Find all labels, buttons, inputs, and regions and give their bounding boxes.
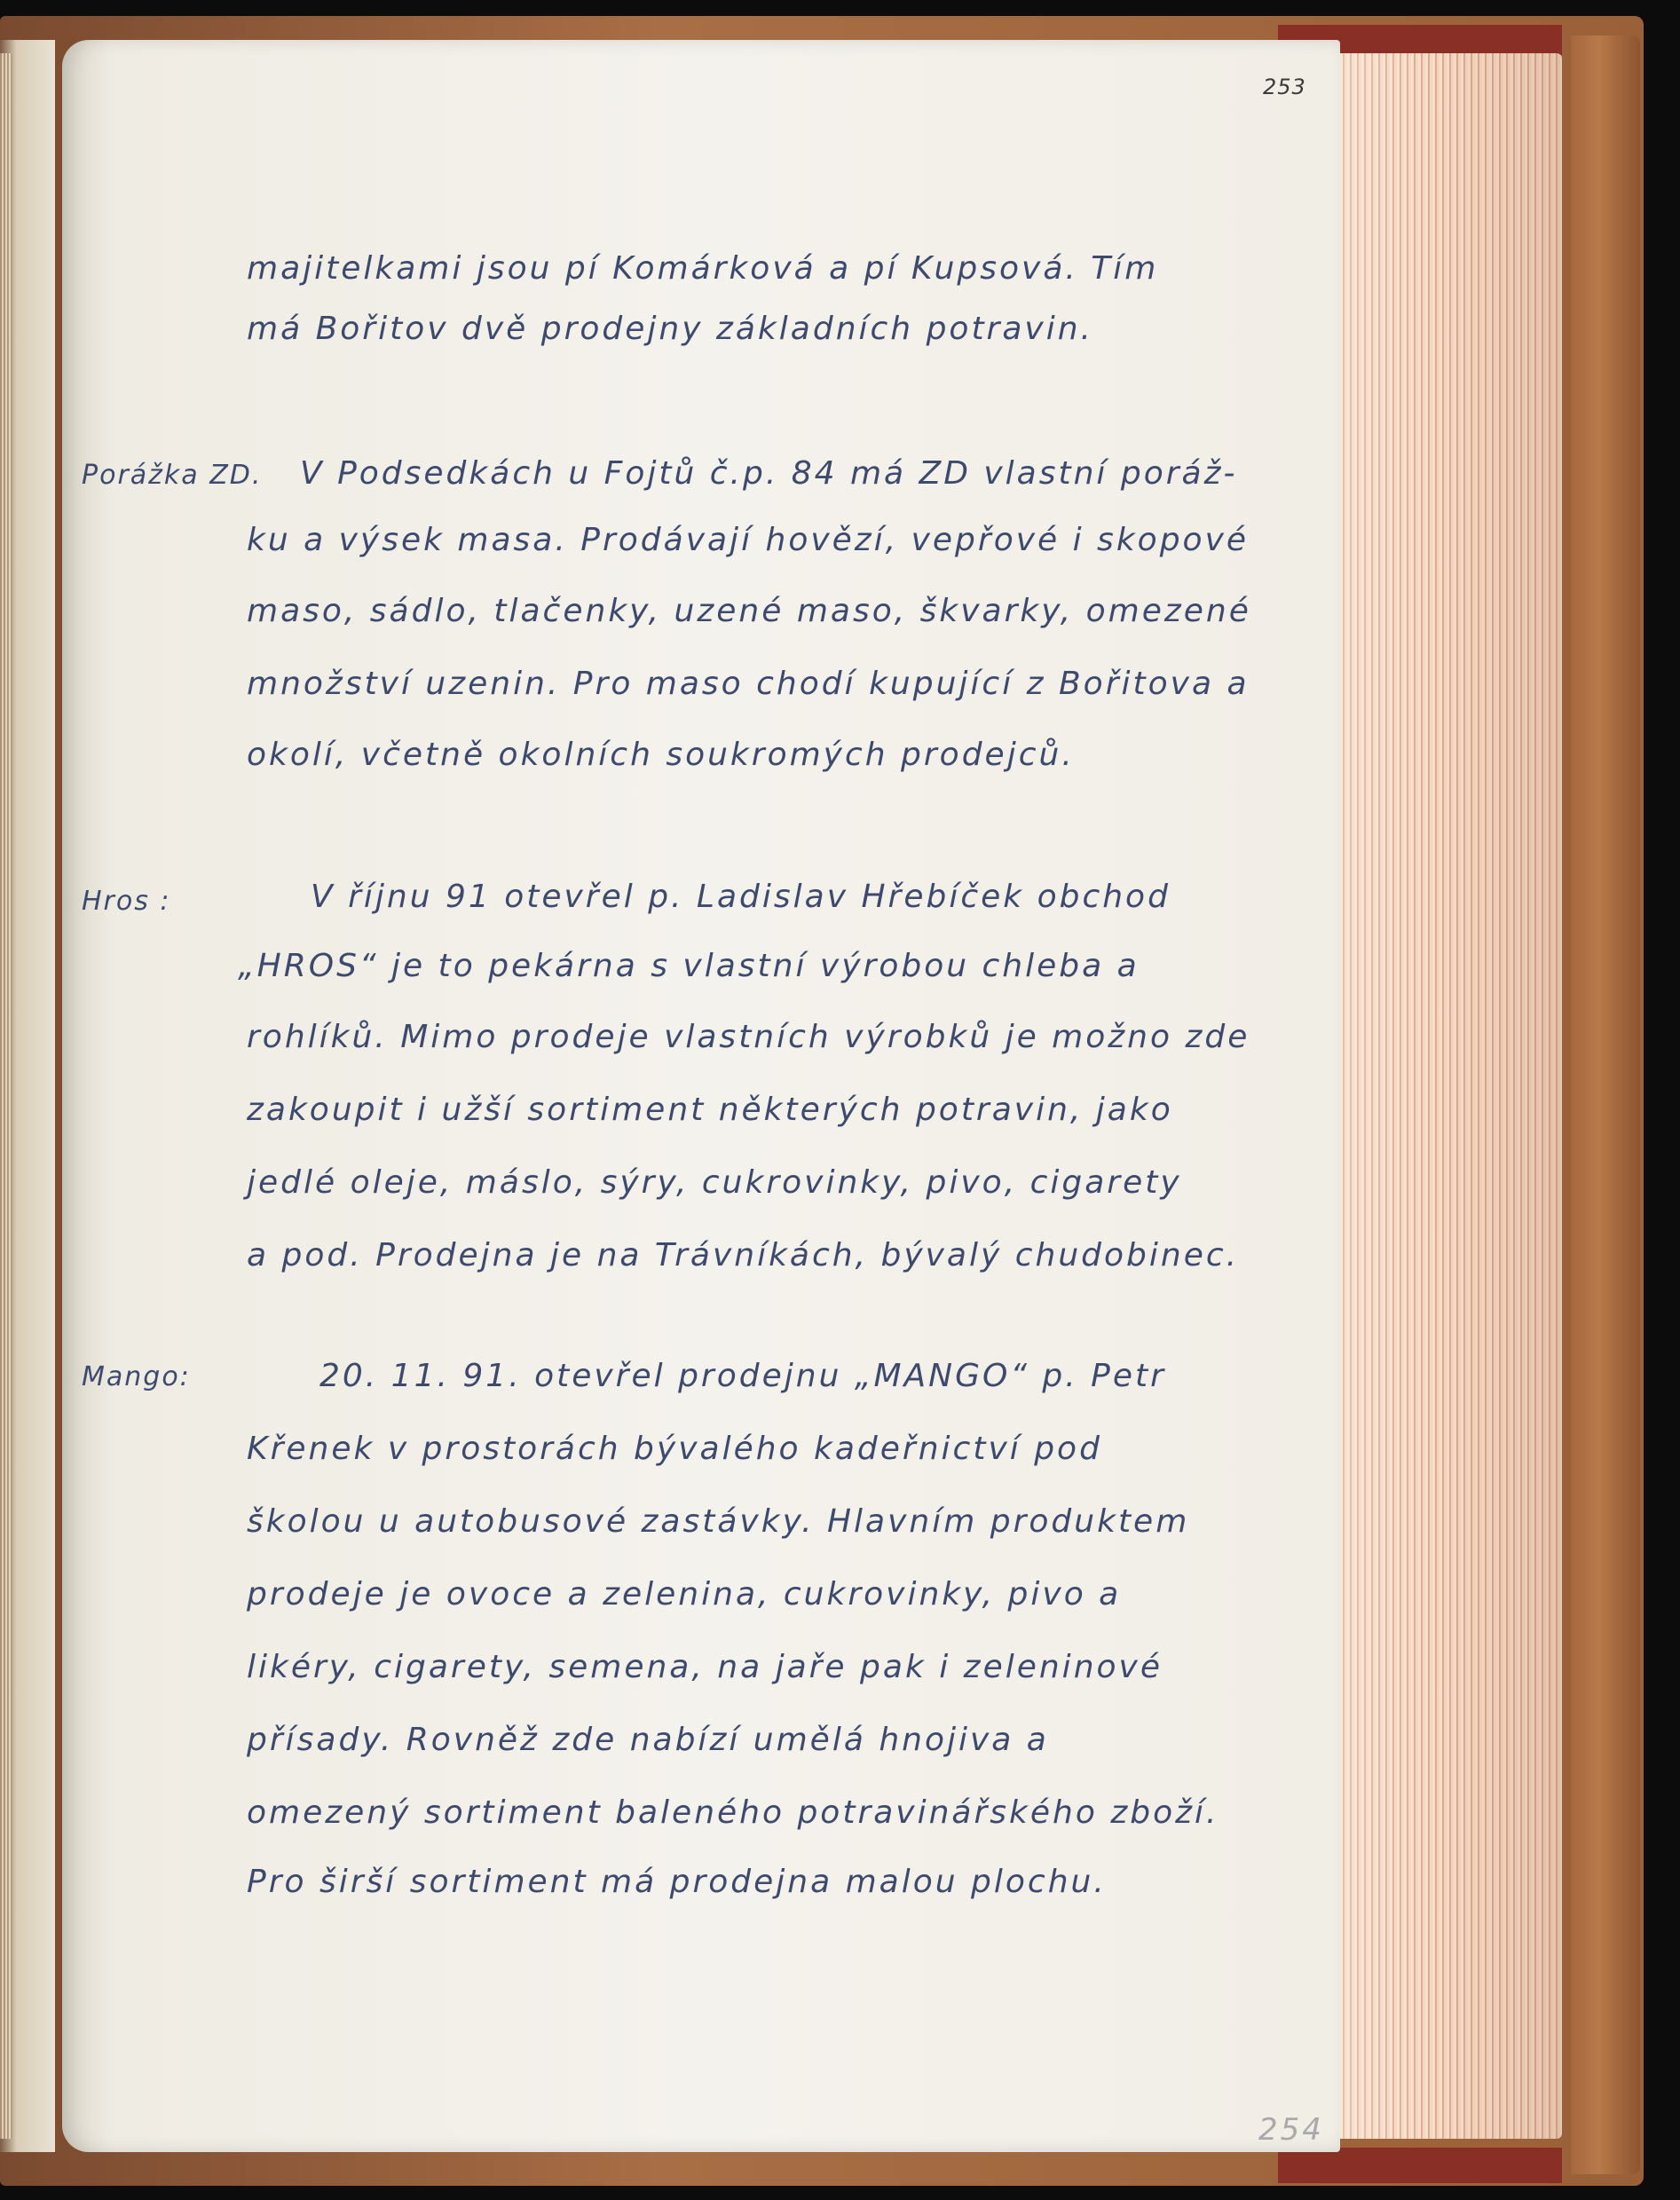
- entry-line: zakoupit i užší sortiment některých potravin, jako: [247, 1092, 1173, 1128]
- entry-line: omezený sortiment baleného potravinářského zboží.: [247, 1794, 1219, 1831]
- entry-line: maso, sádlo, tlačenky, uzené maso, škvarky, omezené: [247, 593, 1251, 629]
- page-stack-shade: [1340, 53, 1562, 2139]
- entry-line: prodeje je ovoce a zelenina, cukrovinky, pivo a: [247, 1576, 1122, 1613]
- entry-line: 20. 11. 91. otevřel prodejnu „MANGO“ p. Petr: [319, 1358, 1166, 1394]
- entry-line: likéry, cigarety, semena, na jaře pak i zeleninové: [247, 1649, 1163, 1685]
- facing-page-edge: [0, 53, 12, 2139]
- binding-bottom: [1278, 2148, 1562, 2183]
- entry-line: a pod. Prodejna je na Trávníkách, bývalý chudobinec.: [247, 1237, 1240, 1273]
- entry-line: Křenek v prostorách bývalého kadeřnictví pod: [247, 1431, 1102, 1467]
- entry-label: Hros :: [82, 886, 171, 917]
- entry-line: „HROS“ je to pekárna s vlastní výrobou chleba a: [238, 948, 1140, 984]
- entry-line: V Podsedkách u Fojtů č.p. 84 má ZD vlastní poráž-: [300, 455, 1238, 492]
- entry-line: přísady. Rovněž zde nabízí umělá hnojiva a: [247, 1722, 1049, 1758]
- entry-label: Porážka ZD.: [82, 460, 263, 491]
- book-cover-edge: [1571, 35, 1640, 2174]
- intro-line: majitelkami jsou pí Komárková a pí Kupsová. Tím: [247, 250, 1159, 287]
- entry-label: Mango:: [82, 1361, 191, 1392]
- bottom-page-number: 254: [1258, 2112, 1324, 2148]
- entry-line: jedlé oleje, máslo, sýry, cukrovinky, pivo, cigarety: [247, 1164, 1182, 1201]
- intro-line: má Bořitov dvě prodejny základních potravin.: [247, 311, 1093, 347]
- entry-line: Pro širší sortiment má prodejna malou plochu.: [247, 1864, 1107, 1900]
- entry-line: rohlíků. Mimo prodeje vlastních výrobků je možno zde: [247, 1019, 1250, 1055]
- entry-line: okolí, včetně okolních soukromých prodejců.: [247, 737, 1075, 773]
- entry-line: ku a výsek masa. Prodávají hovězí, vepřové i skopové: [247, 522, 1250, 558]
- entry-line: školou u autobusové zastávky. Hlavním produktem: [247, 1503, 1190, 1540]
- page-number: 253: [1263, 75, 1306, 99]
- entry-line: množství uzenin. Pro maso chodí kupující z Bořitova a: [247, 666, 1250, 702]
- entry-line: V říjnu 91 otevřel p. Ladislav Hřebíček obchod: [311, 879, 1171, 915]
